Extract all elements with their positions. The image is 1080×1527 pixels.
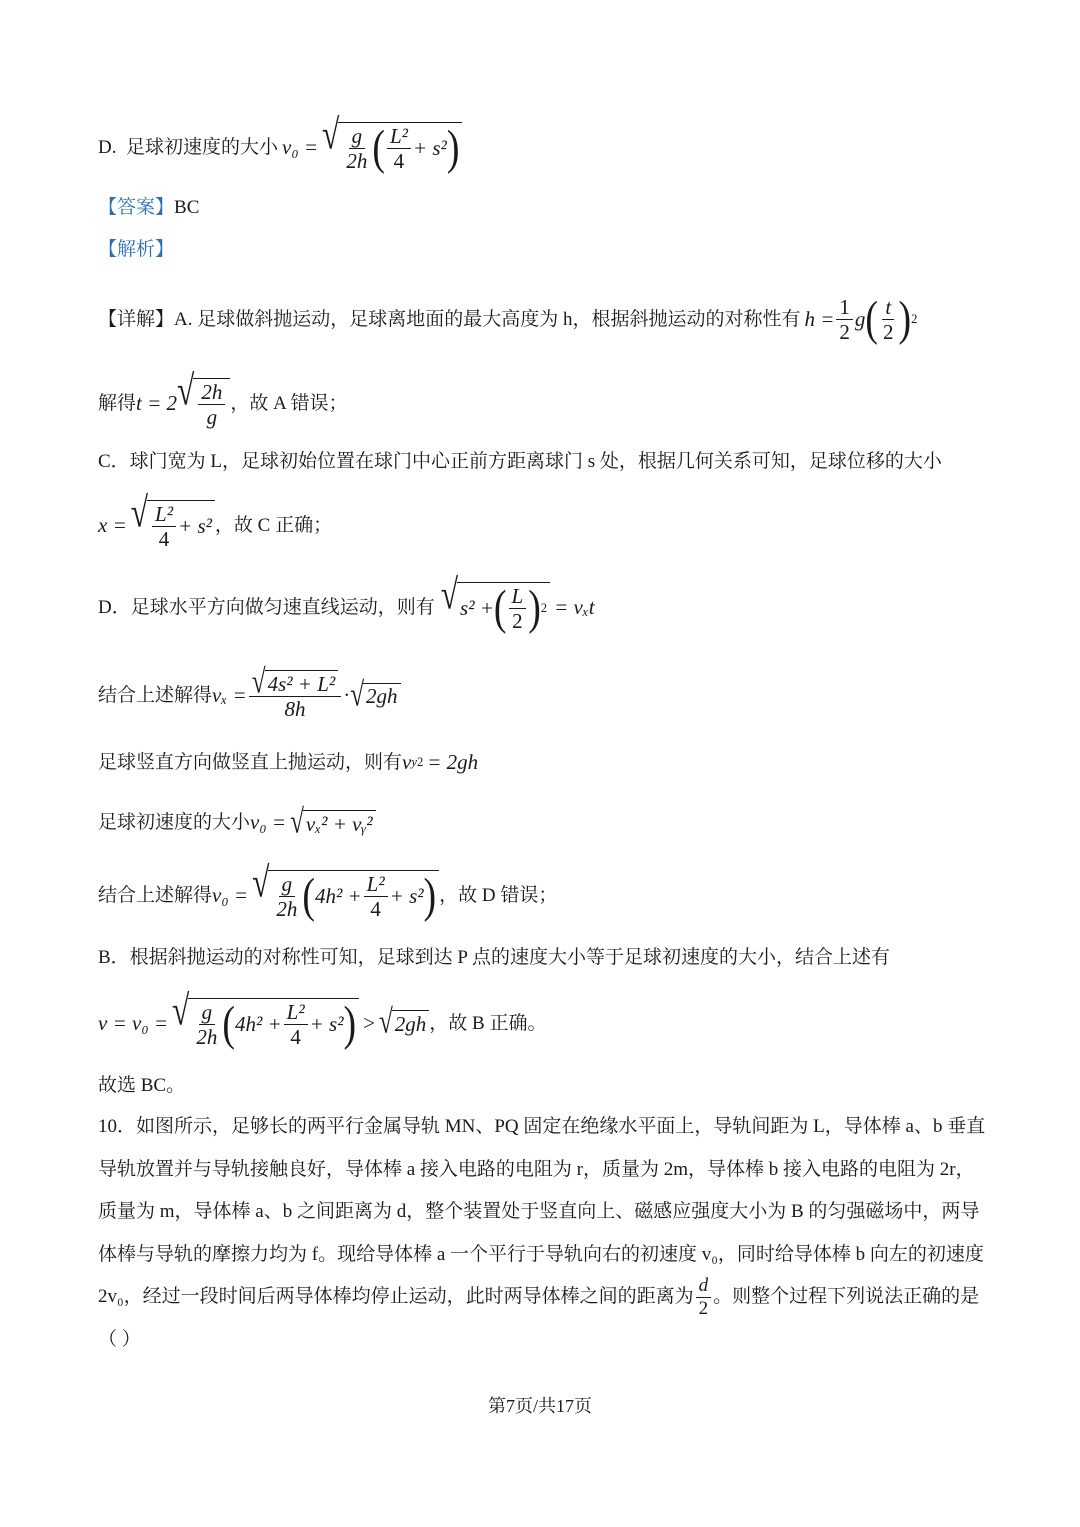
solve-t: 解得 t = 2 √ $\frac{2h}{g}$ ，故 A 错误； xyxy=(98,366,348,430)
c-eq: x = √ $\frac{\text{L²}}{4}$ + s² ，故 C 正确； xyxy=(98,488,333,552)
detail-a-formula: h = $\frac{1}{2}$ g ( $\frac{t}{2}$ ) 2 xyxy=(804,291,918,346)
question-10: 10．如图所示，足够长的两平行金属导轨 MN、PQ 固定在绝缘水平面上，导轨间距为 L，导体棒 a、b 垂直 导轨放置并与导轨接触良好，导体棒 a 接入电路的电阻为 r，质量为 2m，导体棒 b 接入电路的电阻为 2r， 质量为 m，导体棒 a、b 之间距离为 d，整个装置处于竖直向上、磁感应强度大小为 B 的匀强磁场中，两导 体棒与导轨的摩擦力均为 f。现给导体棒 a 一个平行于导轨向右的初速度 v₀，同时给导体棒 b 向左的初速度 2v₀，经过一段时间后两导体棒均停止运动，此时两导体棒之间的距离为 $\frac{d}{2}$ 。则整个过程下列说法正确的是 （ ） xyxy=(98,1116,986,1350)
answer-line: 【答案】 BC xyxy=(98,197,200,218)
analysis-heading: 【解析】 xyxy=(98,239,175,260)
page-footer: 第7页/共17页 xyxy=(487,1396,592,1416)
b-eq: v = v₀ = √ $\frac{g}{2h}$ ( 4h² + $\frac{\text{L²}}{4}$ + s² ) > √ 2gh ，故 B 正确。 xyxy=(98,986,547,1051)
detail-a: 【详解】 A. 足球做斜抛运动，足球离地面的最大高度为 h，根据斜抛运动的对称性有 h = $\frac{1}{2}$ g ( $\frac{t}{2}$ ) 2 xyxy=(98,291,918,346)
choose-line: 故选 BC。 xyxy=(98,1075,186,1096)
d-text: D．足球水平方向做匀速直线运动，则有 √ s² + ( $\frac{L}{2}$ ) 2 = vₓt xyxy=(98,570,595,635)
b-text: B．根据斜抛运动的对称性可知，足球到达 P 点的速度大小等于足球初速度的大小，结合上述有 xyxy=(98,947,891,968)
vy-eq: 足球竖直方向做竖直上抛运动，则有 v y 2 = 2gh xyxy=(98,750,479,774)
c-text: C．球门宽为 L，足球初始位置在球门中心正前方距离球门 s 处，根据几何关系可知，足球位移的大小 xyxy=(98,451,942,472)
option-d: D. 足球初速度的大小 v₀ = √ $\frac{g}{2h}$ ( $\frac{\text{L²}}{4}$ + s² ) xyxy=(98,122,462,172)
v0-solved: 结合上述解得 v₀ = √ $\frac{g}{2h}$ ( 4h² + $\frac{\text{L²}}{4}$ + s² ) ，故 D 错误； xyxy=(98,858,558,923)
option-d-formula: v₀ = √ $\frac{g}{2h}$ ( $\frac{\text{L²}}{4}$ + s² ) xyxy=(282,122,462,172)
vx-eq: 结合上述解得 vₓ = √ 4s² + L² 8h · √ 2gh xyxy=(98,670,401,720)
v0-eq: 足球初速度的大小 v₀ = √ vₓ² + vᵧ² xyxy=(98,810,376,835)
